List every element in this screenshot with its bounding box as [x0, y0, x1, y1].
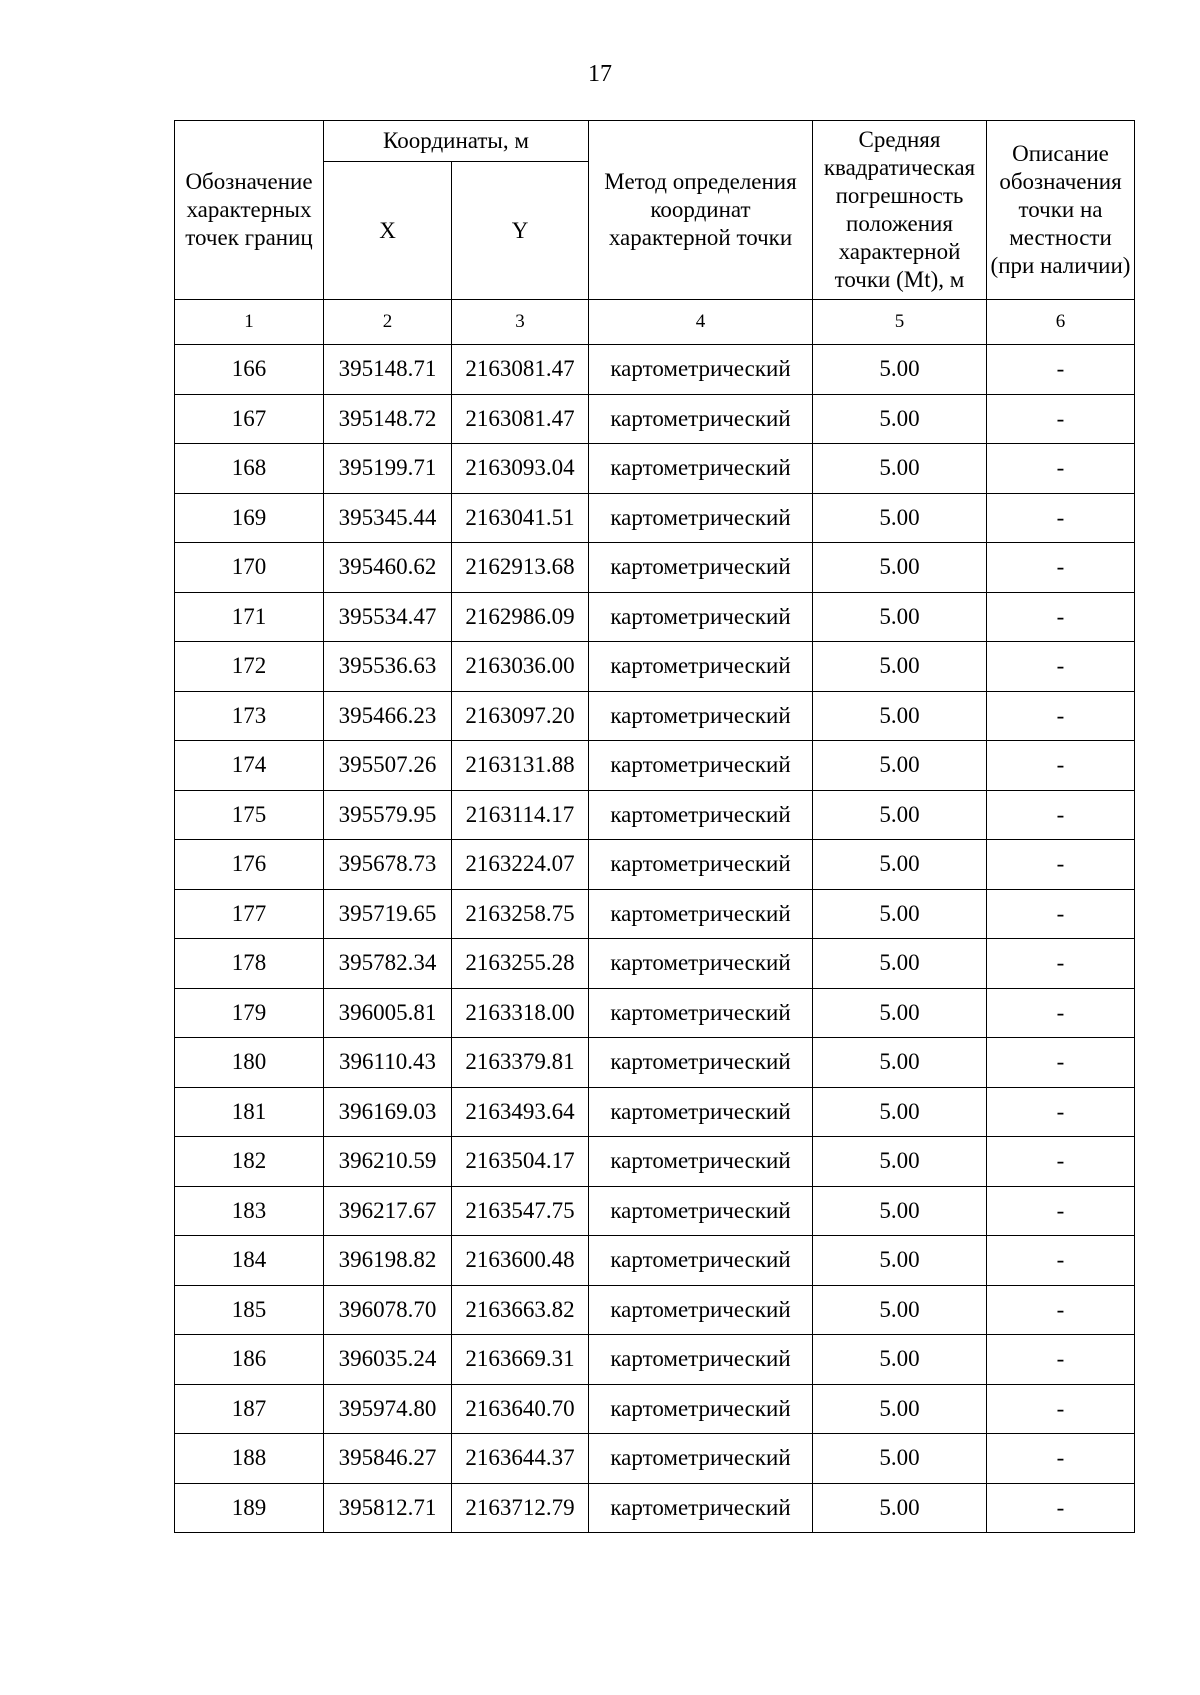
method-cell: картометрический: [589, 444, 813, 494]
x-coordinate-cell: 395719.65: [324, 889, 452, 939]
x-coordinate-cell: 395974.80: [324, 1384, 452, 1434]
table-row: [175, 345, 1135, 395]
description-cell: -: [987, 394, 1135, 444]
description-cell: -: [987, 939, 1135, 989]
table-row: [175, 790, 1135, 840]
point-number-cell: 186: [175, 1335, 324, 1385]
table-row: [175, 1186, 1135, 1236]
table-body: [175, 345, 1135, 1533]
table-row: [175, 840, 1135, 890]
description-cell: -: [987, 1186, 1135, 1236]
error-cell: 5.00: [813, 1285, 987, 1335]
error-cell: 5.00: [813, 1483, 987, 1533]
description-cell: -: [987, 1137, 1135, 1187]
error-cell: 5.00: [813, 592, 987, 642]
column-number: 4: [589, 300, 813, 345]
y-coordinate-cell: 2163114.17: [452, 790, 589, 840]
error-cell: 5.00: [813, 1186, 987, 1236]
table-row: [175, 691, 1135, 741]
table-row: [175, 642, 1135, 692]
method-cell: картометрический: [589, 840, 813, 890]
error-cell: 5.00: [813, 790, 987, 840]
x-coordinate-cell: 395460.62: [324, 543, 452, 593]
boundary-points-table: [174, 120, 1135, 1533]
x-coordinate-cell: 395536.63: [324, 642, 452, 692]
point-number-cell: 180: [175, 1038, 324, 1088]
error-cell: 5.00: [813, 1038, 987, 1088]
y-coordinate-cell: 2163640.70: [452, 1384, 589, 1434]
method-cell: картометрический: [589, 1434, 813, 1484]
y-coordinate-cell: 2163097.20: [452, 691, 589, 741]
point-number-cell: 185: [175, 1285, 324, 1335]
point-number-cell: 183: [175, 1186, 324, 1236]
point-number-cell: 178: [175, 939, 324, 989]
column-number: 5: [813, 300, 987, 345]
y-coordinate-cell: 2163504.17: [452, 1137, 589, 1187]
point-number-cell: 188: [175, 1434, 324, 1484]
x-coordinate-cell: 395846.27: [324, 1434, 452, 1484]
x-coordinate-cell: 396035.24: [324, 1335, 452, 1385]
error-cell: 5.00: [813, 691, 987, 741]
point-number-cell: 166: [175, 345, 324, 395]
description-cell: -: [987, 592, 1135, 642]
description-cell: -: [987, 840, 1135, 890]
point-number-cell: 169: [175, 493, 324, 543]
header-description: Описание обозначения точки на местности (при наличии): [987, 121, 1135, 300]
y-coordinate-cell: 2163644.37: [452, 1434, 589, 1484]
method-cell: картометрический: [589, 988, 813, 1038]
y-coordinate-cell: 2162986.09: [452, 592, 589, 642]
y-coordinate-cell: 2163093.04: [452, 444, 589, 494]
description-cell: -: [987, 345, 1135, 395]
y-coordinate-cell: 2163081.47: [452, 394, 589, 444]
header-mean-square-error: Средняя квадратическая погрешность положения характерной точки (Mt), м: [813, 121, 987, 300]
method-cell: картометрический: [589, 543, 813, 593]
method-cell: картометрический: [589, 642, 813, 692]
point-number-cell: 167: [175, 394, 324, 444]
description-cell: -: [987, 988, 1135, 1038]
error-cell: 5.00: [813, 493, 987, 543]
error-cell: 5.00: [813, 1384, 987, 1434]
table-row: [175, 1087, 1135, 1137]
point-number-cell: 173: [175, 691, 324, 741]
description-cell: -: [987, 1335, 1135, 1385]
y-coordinate-cell: 2163600.48: [452, 1236, 589, 1286]
y-coordinate-cell: 2163255.28: [452, 939, 589, 989]
method-cell: картометрический: [589, 493, 813, 543]
method-cell: картометрический: [589, 1038, 813, 1088]
column-number-row: [175, 300, 1135, 345]
point-number-cell: 175: [175, 790, 324, 840]
description-cell: -: [987, 444, 1135, 494]
point-number-cell: 182: [175, 1137, 324, 1187]
description-cell: -: [987, 1087, 1135, 1137]
error-cell: 5.00: [813, 988, 987, 1038]
x-coordinate-cell: 395678.73: [324, 840, 452, 890]
table-row: [175, 543, 1135, 593]
header-x: X: [324, 162, 452, 300]
method-cell: картометрический: [589, 1186, 813, 1236]
method-cell: картометрический: [589, 1335, 813, 1385]
error-cell: 5.00: [813, 1236, 987, 1286]
point-number-cell: 174: [175, 741, 324, 791]
error-cell: 5.00: [813, 543, 987, 593]
x-coordinate-cell: 395507.26: [324, 741, 452, 791]
header-coordinates: Координаты, м: [324, 121, 589, 162]
y-coordinate-cell: 2163493.64: [452, 1087, 589, 1137]
description-cell: -: [987, 1285, 1135, 1335]
table-row: [175, 1483, 1135, 1533]
table-row: [175, 1236, 1135, 1286]
method-cell: картометрический: [589, 790, 813, 840]
x-coordinate-cell: 395199.71: [324, 444, 452, 494]
y-coordinate-cell: 2163224.07: [452, 840, 589, 890]
x-coordinate-cell: 395534.47: [324, 592, 452, 642]
page-number: 17: [588, 61, 612, 87]
method-cell: картометрический: [589, 741, 813, 791]
point-number-cell: 189: [175, 1483, 324, 1533]
column-number: 2: [324, 300, 452, 345]
x-coordinate-cell: 396169.03: [324, 1087, 452, 1137]
table-header: [175, 121, 1135, 345]
table-row: [175, 1285, 1135, 1335]
point-number-cell: 171: [175, 592, 324, 642]
x-coordinate-cell: 395148.72: [324, 394, 452, 444]
header-method: Метод определения координат характерной точки: [589, 121, 813, 300]
method-cell: картометрический: [589, 592, 813, 642]
y-coordinate-cell: 2163379.81: [452, 1038, 589, 1088]
column-number: 6: [987, 300, 1135, 345]
method-cell: картометрический: [589, 939, 813, 989]
point-number-cell: 184: [175, 1236, 324, 1286]
description-cell: -: [987, 790, 1135, 840]
x-coordinate-cell: 396210.59: [324, 1137, 452, 1187]
method-cell: картометрический: [589, 1384, 813, 1434]
y-coordinate-cell: 2163547.75: [452, 1186, 589, 1236]
table-row: [175, 1434, 1135, 1484]
error-cell: 5.00: [813, 889, 987, 939]
error-cell: 5.00: [813, 345, 987, 395]
error-cell: 5.00: [813, 1434, 987, 1484]
header-point-designation: Обозначение характерных точек границ: [175, 121, 324, 300]
error-cell: 5.00: [813, 741, 987, 791]
error-cell: 5.00: [813, 642, 987, 692]
method-cell: картометрический: [589, 345, 813, 395]
y-coordinate-cell: 2163131.88: [452, 741, 589, 791]
x-coordinate-cell: 395782.34: [324, 939, 452, 989]
table-row: [175, 889, 1135, 939]
description-cell: -: [987, 1236, 1135, 1286]
point-number-cell: 168: [175, 444, 324, 494]
y-coordinate-cell: 2163041.51: [452, 493, 589, 543]
x-coordinate-cell: 395345.44: [324, 493, 452, 543]
point-number-cell: 181: [175, 1087, 324, 1137]
error-cell: 5.00: [813, 1137, 987, 1187]
y-coordinate-cell: 2163318.00: [452, 988, 589, 1038]
error-cell: 5.00: [813, 1087, 987, 1137]
description-cell: -: [987, 691, 1135, 741]
table-row: [175, 493, 1135, 543]
x-coordinate-cell: 396110.43: [324, 1038, 452, 1088]
table-row: [175, 988, 1135, 1038]
column-number: 3: [452, 300, 589, 345]
y-coordinate-cell: 2163036.00: [452, 642, 589, 692]
method-cell: картометрический: [589, 1483, 813, 1533]
description-cell: -: [987, 1434, 1135, 1484]
header-y: Y: [452, 162, 589, 300]
point-number-cell: 170: [175, 543, 324, 593]
point-number-cell: 176: [175, 840, 324, 890]
method-cell: картометрический: [589, 1236, 813, 1286]
table-row: [175, 1137, 1135, 1187]
description-cell: -: [987, 889, 1135, 939]
table-row: [175, 939, 1135, 989]
error-cell: 5.00: [813, 939, 987, 989]
error-cell: 5.00: [813, 1335, 987, 1385]
x-coordinate-cell: 395466.23: [324, 691, 452, 741]
method-cell: картометрический: [589, 394, 813, 444]
y-coordinate-cell: 2162913.68: [452, 543, 589, 593]
table-row: [175, 1335, 1135, 1385]
y-coordinate-cell: 2163669.31: [452, 1335, 589, 1385]
description-cell: -: [987, 1483, 1135, 1533]
table-row: [175, 1384, 1135, 1434]
method-cell: картометрический: [589, 1137, 813, 1187]
method-cell: картометрический: [589, 691, 813, 741]
table-row: [175, 444, 1135, 494]
x-coordinate-cell: 396198.82: [324, 1236, 452, 1286]
point-number-cell: 179: [175, 988, 324, 1038]
point-number-cell: 172: [175, 642, 324, 692]
table-row: [175, 394, 1135, 444]
error-cell: 5.00: [813, 840, 987, 890]
y-coordinate-cell: 2163258.75: [452, 889, 589, 939]
method-cell: картометрический: [589, 889, 813, 939]
x-coordinate-cell: 395148.71: [324, 345, 452, 395]
point-number-cell: 187: [175, 1384, 324, 1434]
x-coordinate-cell: 396005.81: [324, 988, 452, 1038]
x-coordinate-cell: 395812.71: [324, 1483, 452, 1533]
x-coordinate-cell: 395579.95: [324, 790, 452, 840]
description-cell: -: [987, 741, 1135, 791]
method-cell: картометрический: [589, 1087, 813, 1137]
table-row: [175, 1038, 1135, 1088]
y-coordinate-cell: 2163712.79: [452, 1483, 589, 1533]
description-cell: -: [987, 1038, 1135, 1088]
error-cell: 5.00: [813, 394, 987, 444]
column-number: 1: [175, 300, 324, 345]
table-row: [175, 741, 1135, 791]
table-row: [175, 592, 1135, 642]
y-coordinate-cell: 2163081.47: [452, 345, 589, 395]
x-coordinate-cell: 396078.70: [324, 1285, 452, 1335]
description-cell: -: [987, 642, 1135, 692]
description-cell: -: [987, 493, 1135, 543]
x-coordinate-cell: 396217.67: [324, 1186, 452, 1236]
description-cell: -: [987, 1384, 1135, 1434]
y-coordinate-cell: 2163663.82: [452, 1285, 589, 1335]
point-number-cell: 177: [175, 889, 324, 939]
method-cell: картометрический: [589, 1285, 813, 1335]
description-cell: -: [987, 543, 1135, 593]
error-cell: 5.00: [813, 444, 987, 494]
